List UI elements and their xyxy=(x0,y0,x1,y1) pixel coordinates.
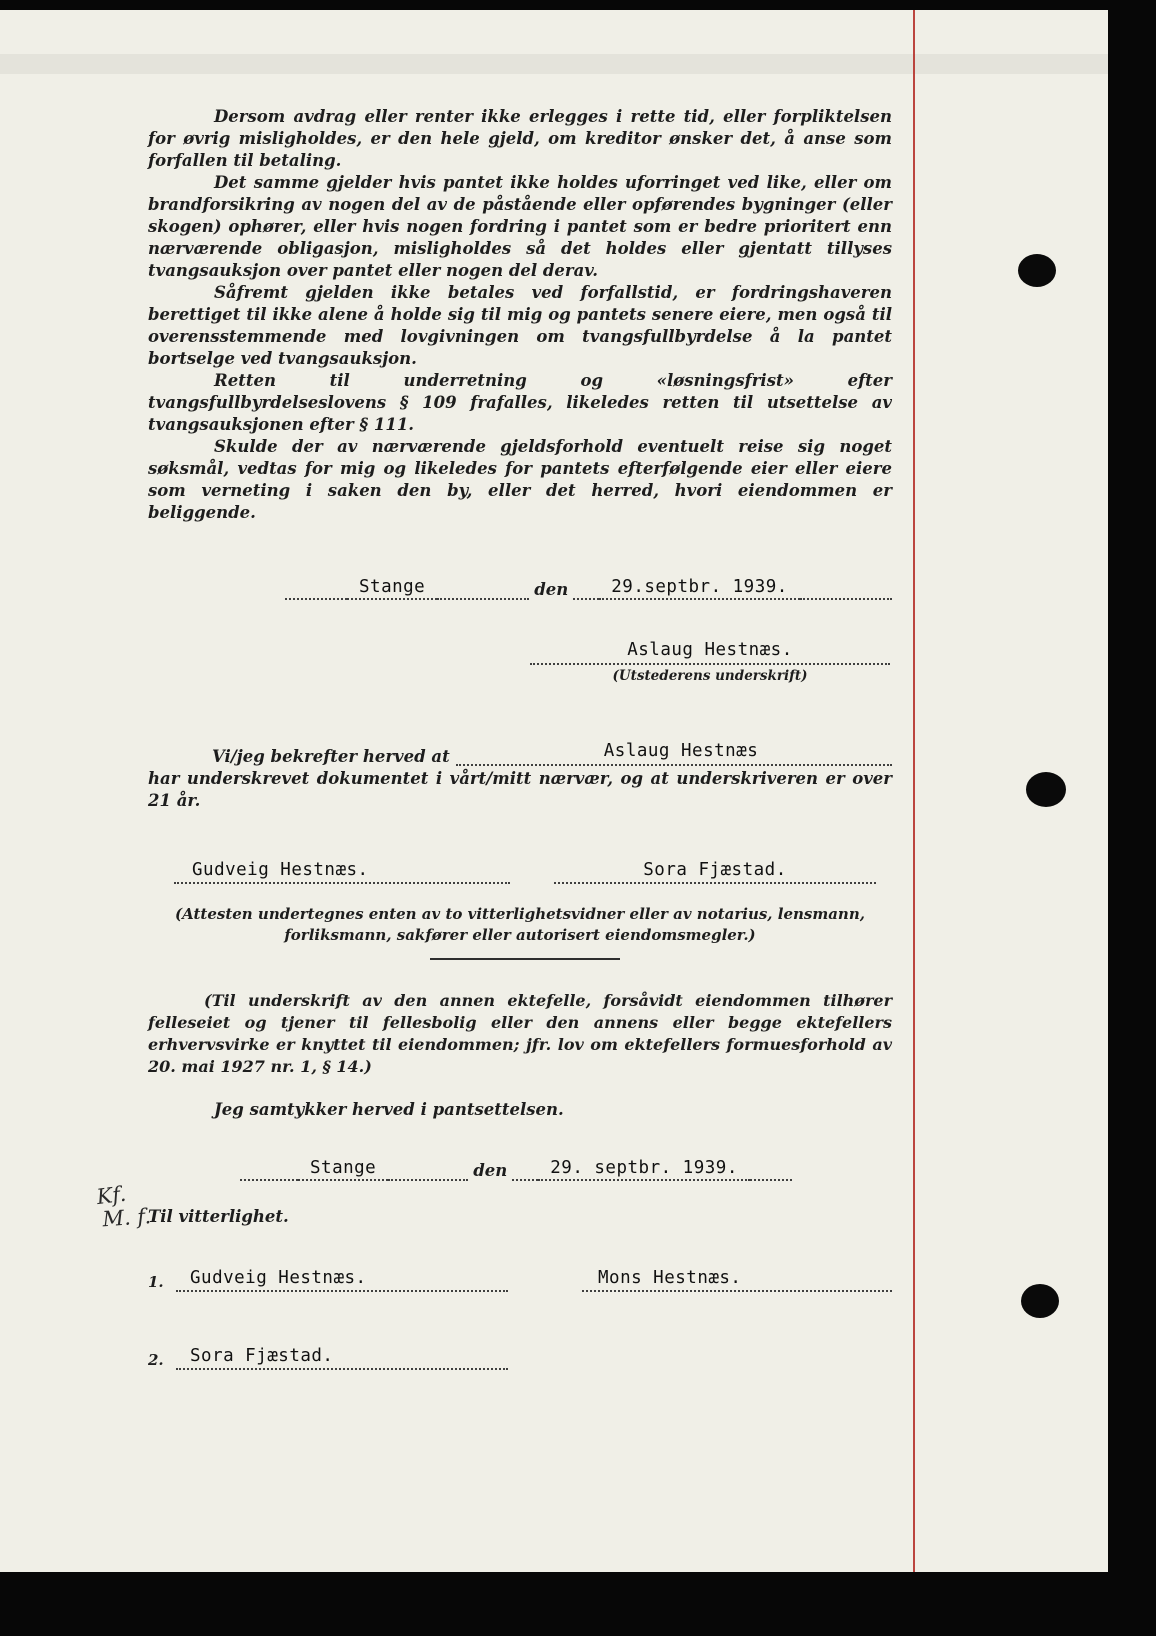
handwritten-note xyxy=(95,1179,152,1233)
witness-name: Mons Hestnæs. xyxy=(598,1268,742,1288)
margin-line xyxy=(913,10,915,1572)
terms-paragraph: Dersom avdrag eller renter ikke erlegges i rette tid, eller forpliktelsen for øvrig misligholdes, er den hele gjeld, om kreditor ønsker det, å anse som forfallen til betaling. xyxy=(148,107,892,170)
divider-line xyxy=(430,958,620,960)
punch-hole-top xyxy=(1018,254,1056,287)
handwritten-line: M. f. xyxy=(101,1204,152,1232)
date-value: 29. septbr. 1939. xyxy=(538,1158,750,1181)
confirmation-prefix: Vi/jeg bekrefter herved at xyxy=(212,747,450,766)
dotted-line xyxy=(512,1161,538,1181)
dotted-line xyxy=(240,1161,298,1181)
confirmed-name: Aslaug Hestnæs xyxy=(603,741,759,761)
place-value: Stange xyxy=(347,577,437,600)
witness-row-1 xyxy=(148,1266,892,1292)
terms-paragraph: Såfremt gjelden ikke betales ved forfallstid, er fordringshaveren berettiget til ikke alene å holde sig til mig og pantets senere eiere, men også til overensstemmende med lovgivningen om tvangsfullbyrdelse å la pantet bortselge ved tvangsauksjon. xyxy=(148,283,892,368)
document-content xyxy=(148,106,892,1370)
witness-signatures-row xyxy=(148,858,892,884)
witness-signature-right: Sora Fjæstad. xyxy=(643,860,787,880)
place-date-line-1 xyxy=(285,574,892,600)
witness-signature-line xyxy=(176,1266,508,1292)
scan-artifact-band xyxy=(0,54,1108,74)
consent-statement: Jeg samtykker herved i pantsettelsen. xyxy=(214,1100,564,1119)
witness-signature-line-left xyxy=(174,858,510,884)
handwritten-line: Kf. xyxy=(95,1181,128,1210)
dotted-line xyxy=(437,580,529,600)
signature-caption: (Utstederens underskrift) xyxy=(612,668,808,684)
punch-hole-middle xyxy=(1026,772,1066,807)
place-value: Stange xyxy=(298,1158,388,1181)
issuer-signature-block xyxy=(530,640,890,684)
confirmation-dotted-line xyxy=(456,740,892,766)
attestation-note: (Attesten undertegnes enten av to vitterlighetsvidner eller av notarius, lensmann, forliksmann, sakfører eller autorisert eiendomsmegler.) xyxy=(175,905,865,944)
den-label: den xyxy=(473,1161,508,1180)
witness-signature-line xyxy=(176,1344,508,1370)
dotted-line xyxy=(750,1161,792,1181)
dotted-line xyxy=(285,580,347,600)
issuer-signature: Aslaug Hestnæs. xyxy=(627,640,793,660)
signature-dotted-line xyxy=(530,662,890,665)
confirmation-continuation: har underskrevet dokumentet i vårt/mitt nærvær, og at underskriveren er over 21 år. xyxy=(148,769,892,810)
dotted-line xyxy=(573,580,599,600)
place-date-line-2 xyxy=(240,1155,792,1181)
witness-number: 1. xyxy=(148,1273,164,1291)
terms-paragraph: Retten til underretning og «løsningsfrist» efter tvangsfullbyrdelseslovens § 109 frafalles, likeledes retten til utsettelse av tvangsauksjonen efter § 111. xyxy=(148,371,892,434)
scanned-paper-page xyxy=(0,10,1108,1572)
witness-row-2 xyxy=(148,1344,892,1370)
terms-paragraph: Det samme gjelder hvis pantet ikke holdes uforringet ved like, eller om brandforsikring av nogen del av de påstående eller opførendes bygninger (eller skogen) ophører, eller hvis nogen fordring i pantet som er bedre prioritert enn nærværende obligasjon, misligholdes så det holdes eller gjentatt tillyses tvangsauksjon over pantet eller nogen del derav. xyxy=(148,173,892,280)
den-label: den xyxy=(534,580,569,599)
witness-number: 2. xyxy=(148,1351,164,1369)
witness-name: Gudveig Hestnæs. xyxy=(190,1268,367,1288)
dotted-line xyxy=(800,580,892,600)
punch-hole-bottom xyxy=(1021,1284,1059,1318)
witness-signature-line-right xyxy=(554,858,876,884)
witness-heading: Til vitterlighet. xyxy=(148,1207,289,1226)
terms-paragraph: Skulde der av nærværende gjeldsforhold eventuelt reise sig noget søksmål, vedtas for mig og likeledes for pantets efterfølgende eier eller eiere som verneting i saken den by, eller det herred, hvori eiendommen er beliggende. xyxy=(148,437,892,522)
dotted-line xyxy=(388,1161,468,1181)
witness-signature-line xyxy=(582,1266,892,1292)
witness-confirmation-row xyxy=(148,740,892,766)
terms-section xyxy=(148,106,892,524)
witness-name: Sora Fjæstad. xyxy=(190,1346,334,1366)
witness-signature-left: Gudveig Hestnæs. xyxy=(192,860,369,880)
date-value: 29.septbr. 1939. xyxy=(599,577,800,600)
spouse-consent-note: (Til underskrift av den annen ektefelle, forsåvidt eiendommen tilhører felleseiet og tjener til fellesbolig eller den annens eller begge ektefellers erhvervsvirke er knyttet til eiendommen; jfr. lov om ektefellers formuesforhold av 20. mai 1927 nr. 1, § 14.) xyxy=(148,991,892,1076)
